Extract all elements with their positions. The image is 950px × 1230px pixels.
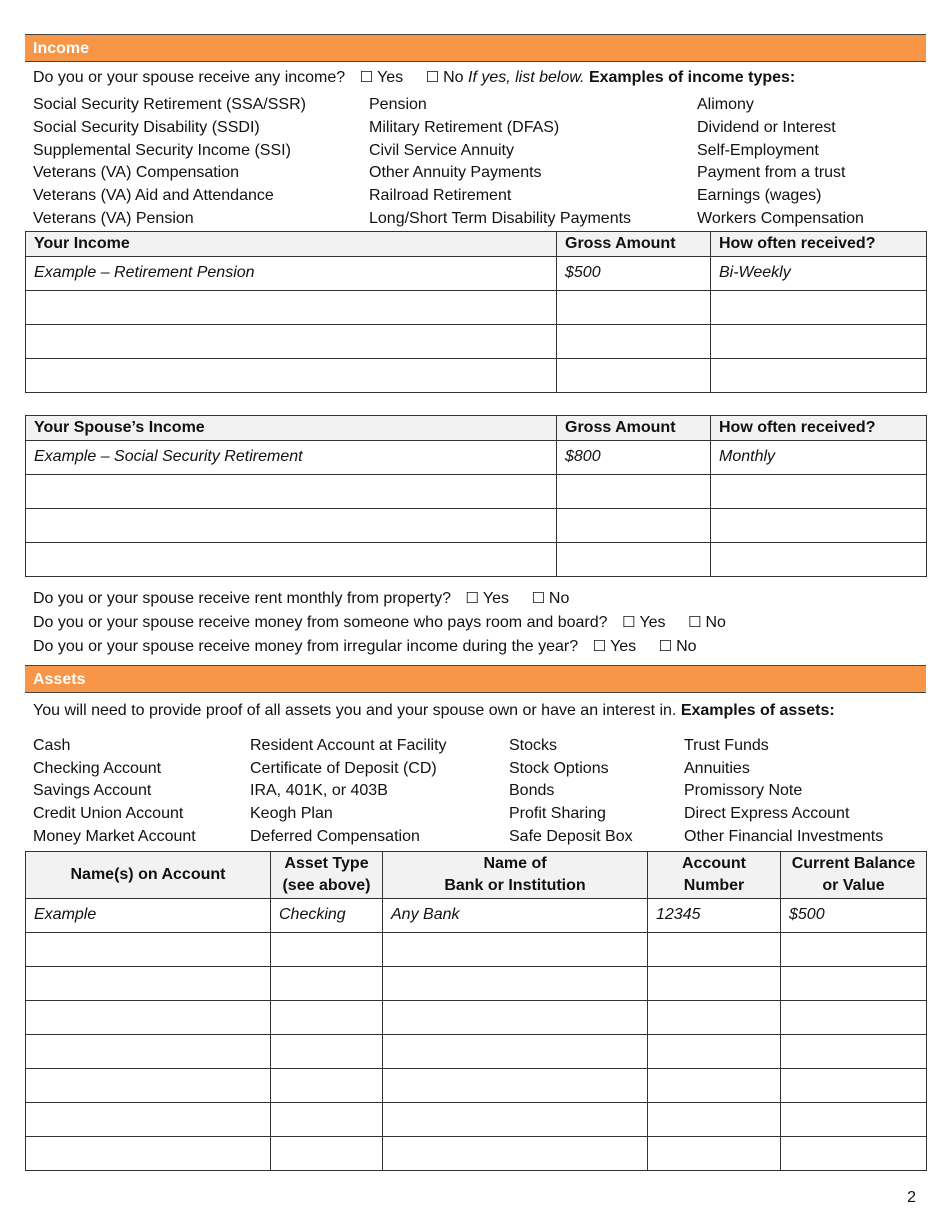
column-header-line: or Value xyxy=(822,876,885,894)
table-row xyxy=(26,542,927,576)
example-cell: Example xyxy=(26,898,271,932)
column-header-line: Name(s) on Account xyxy=(70,865,226,883)
column-header: How often received? xyxy=(711,231,927,256)
table-cell-input[interactable] xyxy=(383,1068,648,1102)
example-cell: 12345 xyxy=(648,898,781,932)
irregular-no-checkbox[interactable]: ☐ xyxy=(658,636,673,655)
yes-label: Yes xyxy=(610,637,637,655)
table-row xyxy=(26,1034,927,1068)
table-cell-input[interactable] xyxy=(26,1068,271,1102)
column-header: Your Spouse’s Income xyxy=(26,415,557,440)
example-cell: Example – Social Security Retirement xyxy=(26,440,557,474)
asset-example: Annuities xyxy=(684,759,750,777)
column-header: Your Income xyxy=(26,231,557,256)
asset-example: Savings Account xyxy=(33,782,152,800)
example-cell: $500 xyxy=(557,256,711,290)
column-header-line: (see above) xyxy=(282,876,371,894)
question-text: Do you or your spouse receive money from irregular income during the year? xyxy=(33,637,579,655)
table-cell-input[interactable] xyxy=(271,1102,383,1136)
asset-example: Keogh Plan xyxy=(250,805,333,823)
column-header-line: Current Balance xyxy=(791,854,916,872)
table-cell-input[interactable] xyxy=(26,474,557,508)
table-cell-input[interactable] xyxy=(26,358,557,392)
table-cell-input[interactable] xyxy=(271,1136,383,1170)
question-text: Do you or your spouse receive money from someone who pays room and board? xyxy=(33,613,608,631)
income-example: Social Security Disability (SSDI) xyxy=(33,118,260,136)
table-cell-input[interactable] xyxy=(648,1068,781,1102)
table-row xyxy=(26,1102,927,1136)
example-cell: Any Bank xyxy=(383,898,648,932)
irregular-yes-checkbox[interactable]: ☐ xyxy=(592,636,607,655)
column-header-line: Bank or Institution xyxy=(444,876,586,894)
asset-example: Other Financial Investments xyxy=(684,827,884,845)
table-cell-input[interactable] xyxy=(648,932,781,966)
income-example: Self-Employment xyxy=(697,141,819,159)
assets-section-header: Assets xyxy=(25,665,926,693)
table-cell-input[interactable] xyxy=(383,1034,648,1068)
table-cell-input[interactable] xyxy=(26,966,271,1000)
table-header-row xyxy=(26,851,927,898)
table-cell-input[interactable] xyxy=(26,324,557,358)
asset-example: Cash xyxy=(33,736,71,754)
table-cell-input[interactable] xyxy=(26,290,557,324)
asset-example: Money Market Account xyxy=(33,827,196,845)
table-cell-input[interactable] xyxy=(271,1000,383,1034)
income-examples-grid xyxy=(25,94,926,231)
table-cell-input[interactable] xyxy=(711,508,927,542)
income-yes-label: Yes xyxy=(377,69,404,86)
table-cell-input[interactable] xyxy=(26,508,557,542)
asset-example: Profit Sharing xyxy=(509,805,606,823)
asset-example: Credit Union Account xyxy=(33,805,184,823)
room-board-no-checkbox[interactable]: ☐ xyxy=(688,612,702,631)
example-row xyxy=(26,898,927,932)
asset-examples-column xyxy=(250,735,509,849)
table-cell-input[interactable] xyxy=(648,1000,781,1034)
income-example: Pension xyxy=(369,96,427,113)
column-header xyxy=(781,851,927,898)
income-examples-label: Examples of income types: xyxy=(588,69,796,86)
table-cell-input[interactable] xyxy=(648,1034,781,1068)
table-row xyxy=(26,474,927,508)
asset-example: Safe Deposit Box xyxy=(509,827,633,845)
table-cell-input[interactable] xyxy=(271,1034,383,1068)
table-row xyxy=(26,1068,927,1102)
income-question xyxy=(25,65,926,89)
column-header-line: Account xyxy=(682,854,746,872)
column-header xyxy=(26,851,271,898)
income-example: Workers Compensation xyxy=(697,209,864,227)
income-example: Earnings (wages) xyxy=(697,187,822,205)
column-header: Gross Amount xyxy=(557,231,711,256)
table-row xyxy=(26,1000,927,1034)
table-cell-input[interactable] xyxy=(648,1102,781,1136)
yes-label: Yes xyxy=(639,613,666,631)
extra-income-questions xyxy=(25,586,926,658)
rent-no-checkbox[interactable]: ☐ xyxy=(531,588,545,607)
table-cell-input[interactable] xyxy=(26,1000,271,1034)
column-header xyxy=(383,851,648,898)
income-example: Military Retirement (DFAS) xyxy=(369,118,560,136)
table-cell-input[interactable] xyxy=(711,358,927,392)
table-cell-input[interactable] xyxy=(781,1136,927,1170)
room-board-yes-checkbox[interactable]: ☐ xyxy=(621,612,636,631)
table-cell-input[interactable] xyxy=(781,1000,927,1034)
table-cell-input[interactable] xyxy=(26,932,271,966)
table-cell-input[interactable] xyxy=(26,1102,271,1136)
table-cell-input[interactable] xyxy=(648,1136,781,1170)
assets-examples-label: Examples of assets: xyxy=(680,701,835,719)
table-cell-input[interactable] xyxy=(26,1136,271,1170)
rent-question xyxy=(25,586,926,610)
income-example: Railroad Retirement xyxy=(369,187,512,205)
asset-example: Stock Options xyxy=(509,759,609,777)
table-cell-input[interactable] xyxy=(557,290,711,324)
spouse-income-table xyxy=(25,415,927,577)
income-example: Supplemental Security Income (SSI) xyxy=(33,141,291,159)
table-row xyxy=(26,358,927,392)
asset-example: Deferred Compensation xyxy=(250,827,420,845)
example-cell: Checking xyxy=(271,898,383,932)
income-examples-column xyxy=(369,94,697,231)
asset-examples-column xyxy=(33,735,250,849)
example-cell: Monthly xyxy=(711,440,927,474)
table-cell-input[interactable] xyxy=(26,1034,271,1068)
asset-example: Direct Express Account xyxy=(684,805,850,823)
column-header xyxy=(648,851,781,898)
table-cell-input[interactable] xyxy=(711,324,927,358)
asset-examples-column xyxy=(509,735,684,849)
income-yes-checkbox[interactable]: ☐ xyxy=(359,68,374,86)
your-income-table xyxy=(25,231,927,393)
yes-label: Yes xyxy=(482,589,509,607)
income-example: Alimony xyxy=(697,96,754,113)
income-example: Other Annuity Payments xyxy=(369,164,542,182)
table-cell-input[interactable] xyxy=(383,966,648,1000)
column-header: Gross Amount xyxy=(557,415,711,440)
table-cell-input[interactable] xyxy=(781,932,927,966)
table-row xyxy=(26,932,927,966)
room-board-question xyxy=(25,610,926,634)
form-page xyxy=(25,34,926,1171)
example-cell: Bi-Weekly xyxy=(711,256,927,290)
asset-example: Trust Funds xyxy=(684,736,769,754)
example-row xyxy=(26,256,927,290)
column-header-line: Name of xyxy=(483,854,547,872)
column-header-line: Number xyxy=(683,876,745,894)
table-cell-input[interactable] xyxy=(383,1000,648,1034)
table-header-row xyxy=(26,415,927,440)
table-cell-input[interactable] xyxy=(711,474,927,508)
income-example: Veterans (VA) Compensation xyxy=(33,164,240,182)
table-cell-input[interactable] xyxy=(711,290,927,324)
table-cell-input[interactable] xyxy=(26,542,557,576)
table-cell-input[interactable] xyxy=(271,966,383,1000)
table-cell-input[interactable] xyxy=(781,1102,927,1136)
example-row xyxy=(26,440,927,474)
asset-examples-column xyxy=(684,735,927,849)
irregular-income-question xyxy=(25,634,926,658)
asset-example: IRA, 401K, or 403B xyxy=(250,782,388,800)
table-cell-input[interactable] xyxy=(781,1068,927,1102)
table-header-row xyxy=(26,231,927,256)
table-cell-input[interactable] xyxy=(383,1136,648,1170)
table-cell-input[interactable] xyxy=(711,542,927,576)
income-example: Long/Short Term Disability Payments xyxy=(369,209,632,227)
question-text: Do you or your spouse receive rent monthly from property? xyxy=(33,589,451,607)
table-row xyxy=(26,508,927,542)
example-cell: Example – Retirement Pension xyxy=(26,256,557,290)
assets-intro xyxy=(25,699,926,723)
table-cell-input[interactable] xyxy=(557,324,711,358)
asset-example: Checking Account xyxy=(33,759,162,777)
table-cell-input[interactable] xyxy=(271,1068,383,1102)
no-label: No xyxy=(548,589,570,607)
income-example: Payment from a trust xyxy=(697,164,846,182)
table-row xyxy=(26,966,927,1000)
asset-example: Certificate of Deposit (CD) xyxy=(250,759,437,777)
income-no-label: No xyxy=(443,69,464,86)
table-cell-input[interactable] xyxy=(781,966,927,1000)
income-examples-column xyxy=(33,94,369,231)
income-example: Social Security Retirement (SSA/SSR) xyxy=(33,96,306,113)
income-example: Veterans (VA) Aid and Attendance xyxy=(33,187,274,205)
income-example: Dividend or Interest xyxy=(697,118,836,136)
income-example: Veterans (VA) Pension xyxy=(33,209,194,227)
asset-examples-grid xyxy=(25,735,926,849)
assets-intro-text: You will need to provide proof of all assets you and your spouse own or have an interest in. xyxy=(33,701,677,719)
income-example: Civil Service Annuity xyxy=(369,141,514,159)
rent-yes-checkbox[interactable]: ☐ xyxy=(465,588,479,607)
asset-example: Stocks xyxy=(509,736,558,754)
table-cell-input[interactable] xyxy=(271,932,383,966)
table-cell-input[interactable] xyxy=(648,966,781,1000)
table-cell-input[interactable] xyxy=(557,474,711,508)
table-cell-input[interactable] xyxy=(383,932,648,966)
table-row xyxy=(26,290,927,324)
no-label: No xyxy=(705,613,726,631)
column-header-line: Asset Type xyxy=(284,854,369,872)
income-examples-column xyxy=(697,94,927,231)
table-cell-input[interactable] xyxy=(557,542,711,576)
table-cell-input[interactable] xyxy=(557,508,711,542)
income-if-yes-note: If yes, list below. xyxy=(468,69,585,86)
example-cell: $800 xyxy=(557,440,711,474)
asset-example: Bonds xyxy=(509,782,555,800)
table-cell-input[interactable] xyxy=(557,358,711,392)
column-header: How often received? xyxy=(711,415,927,440)
example-cell: $500 xyxy=(781,898,927,932)
asset-example: Resident Account at Facility xyxy=(250,736,447,754)
assets-table xyxy=(25,851,927,1171)
page-number: 2 xyxy=(907,1189,916,1206)
column-header xyxy=(271,851,383,898)
table-row xyxy=(26,324,927,358)
income-no-checkbox[interactable]: ☐ xyxy=(425,68,440,86)
table-row xyxy=(26,1136,927,1170)
income-question-text: Do you or your spouse receive any income? xyxy=(33,69,346,86)
income-section-header: Income xyxy=(25,34,926,62)
table-cell-input[interactable] xyxy=(781,1034,927,1068)
no-label: No xyxy=(676,637,697,655)
table-cell-input[interactable] xyxy=(383,1102,648,1136)
asset-example: Promissory Note xyxy=(684,782,803,800)
